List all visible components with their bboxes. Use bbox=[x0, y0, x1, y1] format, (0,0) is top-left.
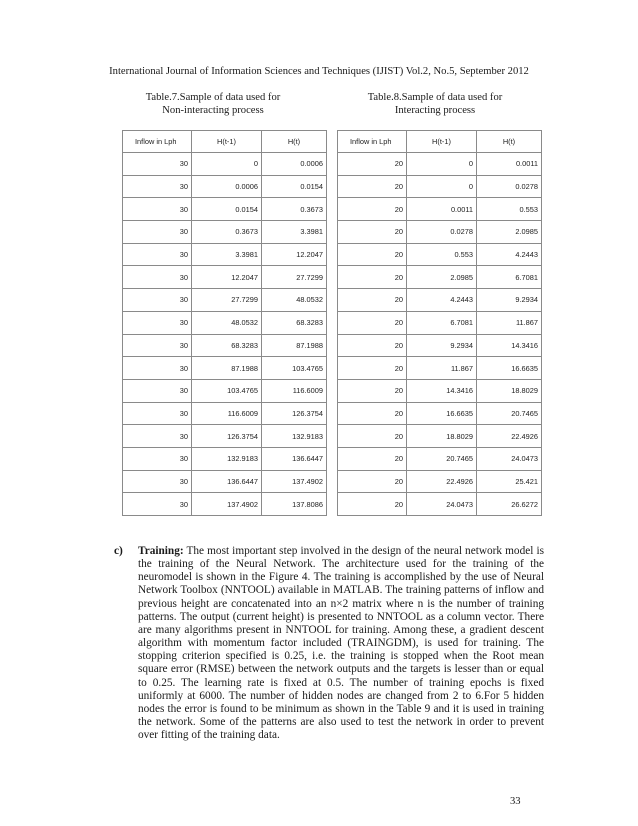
table-cell: 27.7299 bbox=[192, 289, 262, 312]
table-cell: 16.6635 bbox=[407, 402, 477, 425]
column-header: H(t) bbox=[477, 131, 542, 153]
table-cell: 30 bbox=[123, 198, 192, 221]
table-cell: 20 bbox=[338, 470, 407, 493]
table-cell: 132.9183 bbox=[262, 425, 327, 448]
table-row bbox=[338, 357, 542, 380]
table8-caption-line1: Table.8.Sample of data used for bbox=[367, 92, 503, 103]
table-cell: 20 bbox=[338, 334, 407, 357]
table-cell: 18.8029 bbox=[407, 425, 477, 448]
table-cell: 16.6635 bbox=[477, 357, 542, 380]
table-row bbox=[123, 198, 327, 221]
table-header-row bbox=[338, 131, 542, 153]
table-cell: 30 bbox=[123, 357, 192, 380]
table-cell: 0.0154 bbox=[192, 198, 262, 221]
table-cell: 20 bbox=[338, 198, 407, 221]
table-cell: 136.6447 bbox=[192, 470, 262, 493]
table-cell: 0.0006 bbox=[192, 175, 262, 198]
table-cell: 14.3416 bbox=[407, 379, 477, 402]
table-cell: 22.4926 bbox=[477, 425, 542, 448]
table-cell: 26.6272 bbox=[477, 493, 542, 516]
table-cell: 20 bbox=[338, 221, 407, 244]
table-header-row bbox=[123, 131, 327, 153]
table-cell: 6.7081 bbox=[477, 266, 542, 289]
column-header: H(t-1) bbox=[192, 131, 262, 153]
column-header: H(t) bbox=[262, 131, 327, 153]
table-cell: 116.6009 bbox=[262, 379, 327, 402]
table-cell: 24.0473 bbox=[407, 493, 477, 516]
table-row bbox=[338, 243, 542, 266]
table-row bbox=[338, 198, 542, 221]
table-cell: 0.0011 bbox=[407, 198, 477, 221]
table-cell: 137.8086 bbox=[262, 493, 327, 516]
column-header: H(t-1) bbox=[407, 131, 477, 153]
table-cell: 20 bbox=[338, 357, 407, 380]
table-cell: 30 bbox=[123, 493, 192, 516]
table-cell: 68.3283 bbox=[192, 334, 262, 357]
table-cell: 126.3754 bbox=[262, 402, 327, 425]
table-row bbox=[123, 402, 327, 425]
table-cell: 137.4902 bbox=[262, 470, 327, 493]
table-cell: 3.3981 bbox=[192, 243, 262, 266]
table-cell: 6.7081 bbox=[407, 311, 477, 334]
table7-caption-line2: Non-interacting process bbox=[162, 104, 264, 116]
table-cell: 30 bbox=[123, 379, 192, 402]
table7-caption bbox=[98, 92, 328, 117]
table-cell: 3.3981 bbox=[262, 221, 327, 244]
table-row bbox=[123, 493, 327, 516]
table-cell: 18.8029 bbox=[477, 379, 542, 402]
table-cell: 25.421 bbox=[477, 470, 542, 493]
journal-header: International Journal of Information Sciences and Techniques (IJIST) Vol.2, No.5, September 2012 bbox=[109, 66, 529, 77]
table-row bbox=[338, 311, 542, 334]
table-row bbox=[123, 311, 327, 334]
table-cell: 27.7299 bbox=[262, 266, 327, 289]
table-cell: 12.2047 bbox=[192, 266, 262, 289]
table-cell: 4.2443 bbox=[407, 289, 477, 312]
column-header: Inflow in Lph bbox=[338, 131, 407, 153]
table-row bbox=[338, 175, 542, 198]
table-cell: 20 bbox=[338, 175, 407, 198]
table-row bbox=[123, 153, 327, 176]
table-row bbox=[338, 289, 542, 312]
table-cell: 20 bbox=[338, 402, 407, 425]
table-cell: 136.6447 bbox=[262, 447, 327, 470]
column-header: Inflow in Lph bbox=[123, 131, 192, 153]
table-cell: 30 bbox=[123, 175, 192, 198]
table-cell: 30 bbox=[123, 153, 192, 176]
table-cell: 30 bbox=[123, 243, 192, 266]
table-cell: 0.3673 bbox=[192, 221, 262, 244]
table7-data bbox=[122, 130, 327, 516]
table-cell: 0 bbox=[192, 153, 262, 176]
table-cell: 103.4765 bbox=[262, 357, 327, 380]
table-cell: 132.9183 bbox=[192, 447, 262, 470]
table7-caption-line1: Table.7.Sample of data used for bbox=[145, 92, 281, 103]
table-cell: 126.3754 bbox=[192, 425, 262, 448]
table-cell: 22.4926 bbox=[407, 470, 477, 493]
table-row bbox=[123, 425, 327, 448]
section-marker: c) bbox=[114, 545, 123, 557]
table-cell: 0.0006 bbox=[262, 153, 327, 176]
table-cell: 48.0532 bbox=[262, 289, 327, 312]
table-row bbox=[123, 379, 327, 402]
table-cell: 20 bbox=[338, 153, 407, 176]
table-cell: 24.0473 bbox=[477, 447, 542, 470]
table-cell: 30 bbox=[123, 221, 192, 244]
table-row bbox=[123, 221, 327, 244]
table-cell: 20 bbox=[338, 289, 407, 312]
table-cell: 0.0278 bbox=[477, 175, 542, 198]
section-paragraph bbox=[138, 545, 544, 742]
table-cell: 68.3283 bbox=[262, 311, 327, 334]
table-row bbox=[123, 357, 327, 380]
table-cell: 87.1988 bbox=[262, 334, 327, 357]
table8-caption-line2: Interacting process bbox=[394, 104, 476, 116]
table-row bbox=[338, 334, 542, 357]
table-cell: 20 bbox=[338, 266, 407, 289]
table-cell: 11.867 bbox=[407, 357, 477, 380]
table-row bbox=[338, 379, 542, 402]
table-cell: 30 bbox=[123, 266, 192, 289]
table8-data bbox=[337, 130, 542, 516]
table-row bbox=[338, 266, 542, 289]
table-cell: 30 bbox=[123, 470, 192, 493]
table-row bbox=[338, 153, 542, 176]
section-body: The most important step involved in the design of the neural network model is the training of the Neural Network. The architecture used for the training of the neuromodel is shown in the Figure 4. The training is accomplished by the use of Neural Network Toolbox (NNTOOL) available in MATLAB. The training patterns of inflow and previous height are concatenated into an n×2 matrix where n is the number of training patterns. The output (current height) is presented to NNTOOL as a column vector. There are many algorithms present in NNTOOL for training. Among these, a gradient descent algorithm with momentum factor included (TRAINGDM), is used for training. The stopping criterion specified is 0.25, i.e. the training is stopped when the Root mean square error (RMSE) between the network outputs and the targets is lesser than or equal to 0.25. The learning rate is fixed at 0.5. The number of training epochs is fixed uniformly at 6000. The number of hidden nodes are changed from 2 to 6.For 5 hidden nodes the error is found to be minimum as shown in the Table 9 and it is used in training the network. Some of the patterns are also used to test the network in order to prevent over fitting of the training data. bbox=[138, 545, 544, 742]
table-cell: 20 bbox=[338, 243, 407, 266]
table-row bbox=[338, 402, 542, 425]
table-cell: 2.0985 bbox=[477, 221, 542, 244]
table-cell: 0.0278 bbox=[407, 221, 477, 244]
table-row bbox=[123, 470, 327, 493]
table-row bbox=[338, 493, 542, 516]
table-cell: 0.553 bbox=[477, 198, 542, 221]
table-cell: 20.7465 bbox=[477, 402, 542, 425]
table-cell: 116.6009 bbox=[192, 402, 262, 425]
table-cell: 12.2047 bbox=[262, 243, 327, 266]
table-cell: 20 bbox=[338, 447, 407, 470]
table-cell: 30 bbox=[123, 402, 192, 425]
table-cell: 14.3416 bbox=[477, 334, 542, 357]
table-row bbox=[338, 425, 542, 448]
table-row bbox=[123, 243, 327, 266]
table-cell: 20 bbox=[338, 425, 407, 448]
table-cell: 0 bbox=[407, 153, 477, 176]
table-row bbox=[123, 266, 327, 289]
table-cell: 0.0011 bbox=[477, 153, 542, 176]
table-cell: 137.4902 bbox=[192, 493, 262, 516]
table-cell: 9.2934 bbox=[477, 289, 542, 312]
table-cell: 48.0532 bbox=[192, 311, 262, 334]
table-row bbox=[338, 221, 542, 244]
section-heading: Training: bbox=[138, 545, 184, 557]
table-cell: 30 bbox=[123, 447, 192, 470]
table-row bbox=[123, 334, 327, 357]
table-cell: 30 bbox=[123, 425, 192, 448]
table-cell: 87.1988 bbox=[192, 357, 262, 380]
table-cell: 20 bbox=[338, 379, 407, 402]
table-cell: 4.2443 bbox=[477, 243, 542, 266]
table-row bbox=[123, 289, 327, 312]
table-row bbox=[123, 175, 327, 198]
table-cell: 30 bbox=[123, 334, 192, 357]
table-cell: 20 bbox=[338, 493, 407, 516]
table-cell: 0.3673 bbox=[262, 198, 327, 221]
table-cell: 2.0985 bbox=[407, 266, 477, 289]
table-cell: 11.867 bbox=[477, 311, 542, 334]
table-cell: 0.553 bbox=[407, 243, 477, 266]
table-row bbox=[338, 447, 542, 470]
table-cell: 9.2934 bbox=[407, 334, 477, 357]
page-number: 33 bbox=[510, 796, 521, 807]
table-row bbox=[123, 447, 327, 470]
table8-caption bbox=[320, 92, 550, 117]
table-cell: 30 bbox=[123, 311, 192, 334]
table-cell: 30 bbox=[123, 289, 192, 312]
table-row bbox=[338, 470, 542, 493]
table-cell: 103.4765 bbox=[192, 379, 262, 402]
table-cell: 20.7465 bbox=[407, 447, 477, 470]
table-cell: 0 bbox=[407, 175, 477, 198]
table-cell: 0.0154 bbox=[262, 175, 327, 198]
table-cell: 20 bbox=[338, 311, 407, 334]
